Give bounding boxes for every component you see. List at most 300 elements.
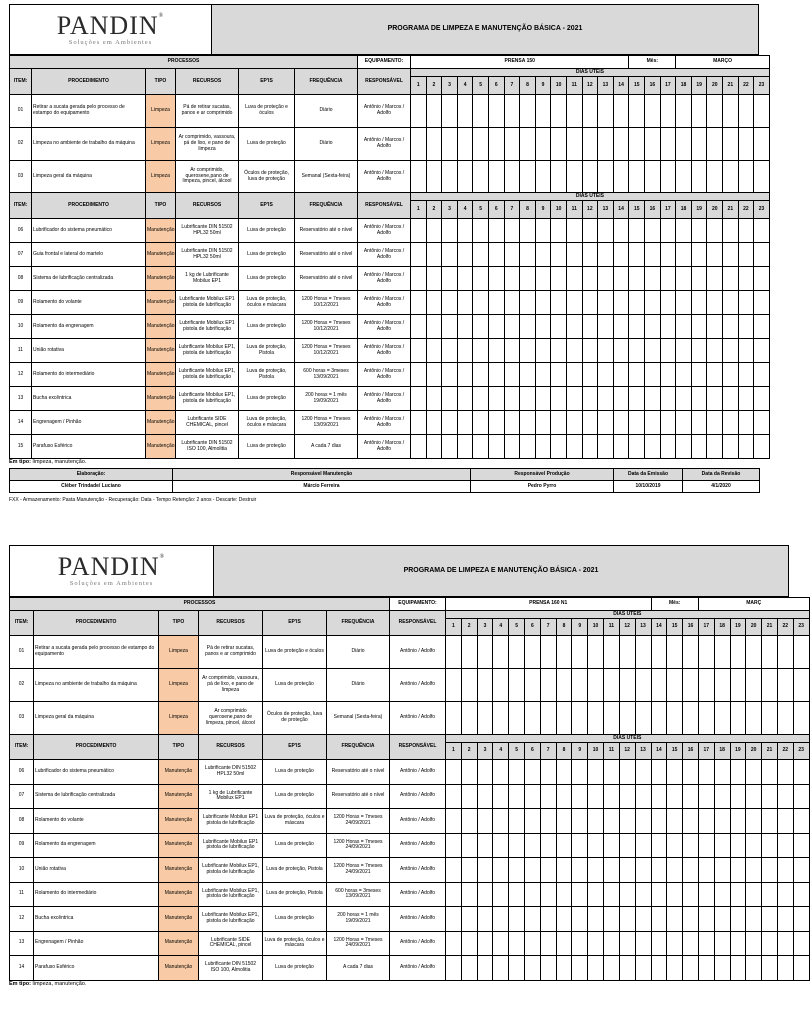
day-check-cell[interactable] (520, 315, 536, 339)
day-check-cell[interactable] (582, 315, 598, 339)
day-check-cell[interactable] (566, 339, 582, 363)
day-check-cell[interactable] (683, 809, 699, 834)
day-check-cell[interactable] (442, 95, 458, 128)
day-check-cell[interactable] (446, 833, 462, 858)
day-check-cell[interactable] (524, 833, 540, 858)
day-check-cell[interactable] (660, 315, 676, 339)
day-check-cell[interactable] (473, 435, 489, 459)
day-check-cell[interactable] (723, 363, 739, 387)
day-check-cell[interactable] (629, 435, 645, 459)
day-check-cell[interactable] (777, 760, 793, 785)
day-check-cell[interactable] (746, 931, 762, 956)
day-check-cell[interactable] (667, 833, 683, 858)
day-check-cell[interactable] (754, 219, 770, 243)
day-check-cell[interactable] (619, 760, 635, 785)
day-check-cell[interactable] (461, 882, 477, 907)
day-check-cell[interactable] (426, 128, 442, 161)
day-check-cell[interactable] (613, 95, 629, 128)
day-check-cell[interactable] (457, 315, 473, 339)
day-check-cell[interactable] (477, 858, 493, 883)
day-check-cell[interactable] (598, 243, 614, 267)
day-check-cell[interactable] (488, 339, 504, 363)
day-check-cell[interactable] (582, 291, 598, 315)
day-check-cell[interactable] (446, 882, 462, 907)
day-check-cell[interactable] (707, 243, 723, 267)
day-check-cell[interactable] (566, 435, 582, 459)
day-check-cell[interactable] (588, 931, 604, 956)
day-check-cell[interactable] (524, 784, 540, 809)
day-check-cell[interactable] (588, 809, 604, 834)
day-check-cell[interactable] (598, 363, 614, 387)
day-check-cell[interactable] (520, 435, 536, 459)
day-check-cell[interactable] (691, 339, 707, 363)
day-check-cell[interactable] (582, 411, 598, 435)
day-check-cell[interactable] (746, 907, 762, 932)
day-check-cell[interactable] (473, 315, 489, 339)
day-check-cell[interactable] (477, 702, 493, 735)
day-check-cell[interactable] (442, 128, 458, 161)
day-check-cell[interactable] (629, 128, 645, 161)
day-check-cell[interactable] (488, 411, 504, 435)
day-check-cell[interactable] (645, 435, 661, 459)
day-check-cell[interactable] (667, 956, 683, 981)
day-check-cell[interactable] (582, 267, 598, 291)
day-check-cell[interactable] (613, 161, 629, 193)
day-check-cell[interactable] (619, 956, 635, 981)
day-check-cell[interactable] (762, 882, 778, 907)
day-check-cell[interactable] (488, 291, 504, 315)
day-check-cell[interactable] (723, 291, 739, 315)
day-check-cell[interactable] (730, 931, 746, 956)
day-check-cell[interactable] (426, 411, 442, 435)
day-check-cell[interactable] (746, 809, 762, 834)
day-check-cell[interactable] (730, 907, 746, 932)
day-check-cell[interactable] (651, 784, 667, 809)
day-check-cell[interactable] (524, 809, 540, 834)
day-check-cell[interactable] (556, 907, 572, 932)
day-check-cell[interactable] (746, 882, 762, 907)
day-check-cell[interactable] (723, 411, 739, 435)
day-check-cell[interactable] (411, 411, 427, 435)
day-check-cell[interactable] (723, 161, 739, 193)
day-check-cell[interactable] (635, 669, 651, 702)
day-check-cell[interactable] (535, 291, 551, 315)
day-check-cell[interactable] (598, 315, 614, 339)
day-check-cell[interactable] (446, 636, 462, 669)
day-check-cell[interactable] (535, 387, 551, 411)
day-check-cell[interactable] (698, 809, 714, 834)
day-check-cell[interactable] (619, 636, 635, 669)
day-check-cell[interactable] (738, 161, 754, 193)
day-check-cell[interactable] (457, 128, 473, 161)
day-check-cell[interactable] (442, 315, 458, 339)
day-check-cell[interactable] (676, 387, 692, 411)
day-check-cell[interactable] (730, 833, 746, 858)
day-check-cell[interactable] (754, 387, 770, 411)
day-check-cell[interactable] (793, 702, 809, 735)
day-check-cell[interactable] (488, 267, 504, 291)
day-check-cell[interactable] (457, 363, 473, 387)
day-check-cell[interactable] (504, 291, 520, 315)
day-check-cell[interactable] (473, 291, 489, 315)
day-check-cell[interactable] (540, 636, 556, 669)
day-check-cell[interactable] (651, 702, 667, 735)
day-check-cell[interactable] (509, 760, 525, 785)
day-check-cell[interactable] (730, 784, 746, 809)
day-check-cell[interactable] (762, 858, 778, 883)
day-check-cell[interactable] (676, 219, 692, 243)
day-check-cell[interactable] (411, 267, 427, 291)
day-check-cell[interactable] (582, 435, 598, 459)
day-check-cell[interactable] (707, 291, 723, 315)
day-check-cell[interactable] (473, 411, 489, 435)
day-check-cell[interactable] (683, 882, 699, 907)
day-check-cell[interactable] (613, 243, 629, 267)
day-check-cell[interactable] (691, 291, 707, 315)
day-check-cell[interactable] (738, 219, 754, 243)
day-check-cell[interactable] (603, 760, 619, 785)
day-check-cell[interactable] (698, 702, 714, 735)
day-check-cell[interactable] (698, 636, 714, 669)
day-check-cell[interactable] (619, 907, 635, 932)
day-check-cell[interactable] (442, 435, 458, 459)
day-check-cell[interactable] (504, 219, 520, 243)
day-check-cell[interactable] (446, 669, 462, 702)
day-check-cell[interactable] (426, 339, 442, 363)
day-check-cell[interactable] (698, 882, 714, 907)
day-check-cell[interactable] (683, 636, 699, 669)
day-check-cell[interactable] (598, 411, 614, 435)
day-check-cell[interactable] (457, 291, 473, 315)
day-check-cell[interactable] (707, 161, 723, 193)
day-check-cell[interactable] (566, 243, 582, 267)
day-check-cell[interactable] (426, 363, 442, 387)
day-check-cell[interactable] (754, 161, 770, 193)
day-check-cell[interactable] (730, 956, 746, 981)
day-check-cell[interactable] (446, 784, 462, 809)
day-check-cell[interactable] (524, 702, 540, 735)
day-check-cell[interactable] (535, 95, 551, 128)
day-check-cell[interactable] (582, 387, 598, 411)
day-check-cell[interactable] (613, 339, 629, 363)
day-check-cell[interactable] (777, 702, 793, 735)
day-check-cell[interactable] (635, 702, 651, 735)
day-check-cell[interactable] (707, 128, 723, 161)
day-check-cell[interactable] (540, 702, 556, 735)
day-check-cell[interactable] (660, 363, 676, 387)
day-check-cell[interactable] (524, 636, 540, 669)
day-check-cell[interactable] (493, 858, 509, 883)
day-check-cell[interactable] (676, 243, 692, 267)
day-check-cell[interactable] (520, 128, 536, 161)
day-check-cell[interactable] (493, 669, 509, 702)
day-check-cell[interactable] (635, 907, 651, 932)
day-check-cell[interactable] (660, 411, 676, 435)
day-check-cell[interactable] (461, 702, 477, 735)
day-check-cell[interactable] (520, 411, 536, 435)
day-check-cell[interactable] (588, 833, 604, 858)
day-check-cell[interactable] (588, 858, 604, 883)
day-check-cell[interactable] (493, 702, 509, 735)
day-check-cell[interactable] (676, 411, 692, 435)
day-check-cell[interactable] (411, 339, 427, 363)
day-check-cell[interactable] (473, 219, 489, 243)
day-check-cell[interactable] (551, 411, 567, 435)
day-check-cell[interactable] (457, 161, 473, 193)
day-check-cell[interactable] (738, 339, 754, 363)
day-check-cell[interactable] (660, 291, 676, 315)
day-check-cell[interactable] (556, 931, 572, 956)
day-check-cell[interactable] (777, 809, 793, 834)
day-check-cell[interactable] (520, 95, 536, 128)
day-check-cell[interactable] (572, 956, 588, 981)
day-check-cell[interactable] (691, 219, 707, 243)
day-check-cell[interactable] (738, 267, 754, 291)
day-check-cell[interactable] (556, 669, 572, 702)
day-check-cell[interactable] (635, 956, 651, 981)
day-check-cell[interactable] (520, 243, 536, 267)
day-check-cell[interactable] (493, 760, 509, 785)
day-check-cell[interactable] (488, 363, 504, 387)
day-check-cell[interactable] (411, 363, 427, 387)
day-check-cell[interactable] (535, 363, 551, 387)
day-check-cell[interactable] (477, 809, 493, 834)
day-check-cell[interactable] (619, 702, 635, 735)
day-check-cell[interactable] (754, 339, 770, 363)
day-check-cell[interactable] (793, 858, 809, 883)
day-check-cell[interactable] (535, 315, 551, 339)
day-check-cell[interactable] (645, 315, 661, 339)
day-check-cell[interactable] (588, 907, 604, 932)
day-check-cell[interactable] (723, 219, 739, 243)
day-check-cell[interactable] (676, 339, 692, 363)
day-check-cell[interactable] (411, 315, 427, 339)
day-check-cell[interactable] (619, 784, 635, 809)
day-check-cell[interactable] (660, 161, 676, 193)
day-check-cell[interactable] (457, 411, 473, 435)
day-check-cell[interactable] (676, 435, 692, 459)
day-check-cell[interactable] (619, 833, 635, 858)
day-check-cell[interactable] (588, 760, 604, 785)
day-check-cell[interactable] (477, 882, 493, 907)
day-check-cell[interactable] (613, 291, 629, 315)
day-check-cell[interactable] (793, 809, 809, 834)
day-check-cell[interactable] (457, 339, 473, 363)
day-check-cell[interactable] (582, 243, 598, 267)
day-check-cell[interactable] (629, 411, 645, 435)
day-check-cell[interactable] (504, 243, 520, 267)
day-check-cell[interactable] (619, 669, 635, 702)
day-check-cell[interactable] (676, 267, 692, 291)
day-check-cell[interactable] (730, 882, 746, 907)
day-check-cell[interactable] (707, 435, 723, 459)
day-check-cell[interactable] (535, 161, 551, 193)
day-check-cell[interactable] (551, 339, 567, 363)
day-check-cell[interactable] (556, 882, 572, 907)
day-check-cell[interactable] (793, 882, 809, 907)
day-check-cell[interactable] (535, 411, 551, 435)
day-check-cell[interactable] (551, 128, 567, 161)
day-check-cell[interactable] (645, 291, 661, 315)
day-check-cell[interactable] (619, 931, 635, 956)
day-check-cell[interactable] (504, 363, 520, 387)
day-check-cell[interactable] (566, 363, 582, 387)
day-check-cell[interactable] (473, 95, 489, 128)
day-check-cell[interactable] (613, 435, 629, 459)
day-check-cell[interactable] (509, 669, 525, 702)
day-check-cell[interactable] (488, 243, 504, 267)
day-check-cell[interactable] (473, 387, 489, 411)
day-check-cell[interactable] (566, 219, 582, 243)
day-check-cell[interactable] (738, 411, 754, 435)
day-check-cell[interactable] (660, 243, 676, 267)
day-check-cell[interactable] (746, 858, 762, 883)
day-check-cell[interactable] (714, 784, 730, 809)
day-check-cell[interactable] (714, 956, 730, 981)
day-check-cell[interactable] (746, 833, 762, 858)
day-check-cell[interactable] (667, 636, 683, 669)
day-check-cell[interactable] (524, 931, 540, 956)
day-check-cell[interactable] (651, 858, 667, 883)
day-check-cell[interactable] (754, 267, 770, 291)
day-check-cell[interactable] (777, 669, 793, 702)
day-check-cell[interactable] (691, 387, 707, 411)
day-check-cell[interactable] (426, 219, 442, 243)
day-check-cell[interactable] (461, 760, 477, 785)
day-check-cell[interactable] (582, 363, 598, 387)
day-check-cell[interactable] (473, 339, 489, 363)
day-check-cell[interactable] (493, 882, 509, 907)
day-check-cell[interactable] (493, 636, 509, 669)
day-check-cell[interactable] (588, 669, 604, 702)
day-check-cell[interactable] (520, 291, 536, 315)
day-check-cell[interactable] (603, 636, 619, 669)
day-check-cell[interactable] (635, 636, 651, 669)
day-check-cell[interactable] (629, 291, 645, 315)
day-check-cell[interactable] (411, 435, 427, 459)
day-check-cell[interactable] (598, 161, 614, 193)
day-check-cell[interactable] (629, 161, 645, 193)
day-check-cell[interactable] (603, 833, 619, 858)
day-check-cell[interactable] (504, 435, 520, 459)
day-check-cell[interactable] (651, 760, 667, 785)
day-check-cell[interactable] (556, 760, 572, 785)
day-check-cell[interactable] (457, 95, 473, 128)
day-check-cell[interactable] (645, 363, 661, 387)
day-check-cell[interactable] (683, 784, 699, 809)
day-check-cell[interactable] (698, 669, 714, 702)
day-check-cell[interactable] (613, 267, 629, 291)
day-check-cell[interactable] (629, 363, 645, 387)
day-check-cell[interactable] (442, 267, 458, 291)
day-check-cell[interactable] (645, 161, 661, 193)
day-check-cell[interactable] (603, 702, 619, 735)
day-check-cell[interactable] (754, 291, 770, 315)
day-check-cell[interactable] (411, 243, 427, 267)
day-check-cell[interactable] (461, 907, 477, 932)
day-check-cell[interactable] (629, 243, 645, 267)
day-check-cell[interactable] (651, 669, 667, 702)
day-check-cell[interactable] (477, 956, 493, 981)
day-check-cell[interactable] (493, 956, 509, 981)
day-check-cell[interactable] (793, 784, 809, 809)
day-check-cell[interactable] (556, 809, 572, 834)
day-check-cell[interactable] (635, 882, 651, 907)
day-check-cell[interactable] (477, 931, 493, 956)
day-check-cell[interactable] (603, 956, 619, 981)
day-check-cell[interactable] (504, 267, 520, 291)
day-check-cell[interactable] (540, 882, 556, 907)
day-check-cell[interactable] (777, 858, 793, 883)
day-check-cell[interactable] (572, 760, 588, 785)
day-check-cell[interactable] (793, 669, 809, 702)
day-check-cell[interactable] (556, 858, 572, 883)
day-check-cell[interactable] (556, 702, 572, 735)
day-check-cell[interactable] (598, 128, 614, 161)
day-check-cell[interactable] (473, 243, 489, 267)
day-check-cell[interactable] (524, 669, 540, 702)
day-check-cell[interactable] (457, 387, 473, 411)
day-check-cell[interactable] (754, 435, 770, 459)
day-check-cell[interactable] (442, 243, 458, 267)
day-check-cell[interactable] (524, 907, 540, 932)
day-check-cell[interactable] (551, 291, 567, 315)
day-check-cell[interactable] (504, 128, 520, 161)
day-check-cell[interactable] (762, 702, 778, 735)
day-check-cell[interactable] (473, 128, 489, 161)
day-check-cell[interactable] (446, 907, 462, 932)
day-check-cell[interactable] (676, 363, 692, 387)
day-check-cell[interactable] (667, 882, 683, 907)
day-check-cell[interactable] (566, 411, 582, 435)
day-check-cell[interactable] (629, 315, 645, 339)
day-check-cell[interactable] (691, 161, 707, 193)
day-check-cell[interactable] (598, 95, 614, 128)
day-check-cell[interactable] (777, 956, 793, 981)
day-check-cell[interactable] (723, 95, 739, 128)
day-check-cell[interactable] (520, 219, 536, 243)
day-check-cell[interactable] (793, 956, 809, 981)
day-check-cell[interactable] (762, 907, 778, 932)
day-check-cell[interactable] (446, 931, 462, 956)
day-check-cell[interactable] (493, 809, 509, 834)
day-check-cell[interactable] (504, 387, 520, 411)
day-check-cell[interactable] (524, 882, 540, 907)
day-check-cell[interactable] (738, 243, 754, 267)
day-check-cell[interactable] (535, 219, 551, 243)
day-check-cell[interactable] (667, 669, 683, 702)
day-check-cell[interactable] (603, 784, 619, 809)
day-check-cell[interactable] (509, 784, 525, 809)
day-check-cell[interactable] (461, 858, 477, 883)
day-check-cell[interactable] (540, 760, 556, 785)
day-check-cell[interactable] (551, 161, 567, 193)
day-check-cell[interactable] (582, 128, 598, 161)
day-check-cell[interactable] (730, 702, 746, 735)
day-check-cell[interactable] (645, 128, 661, 161)
day-check-cell[interactable] (676, 95, 692, 128)
day-check-cell[interactable] (613, 219, 629, 243)
day-check-cell[interactable] (714, 882, 730, 907)
day-check-cell[interactable] (645, 219, 661, 243)
day-check-cell[interactable] (691, 95, 707, 128)
day-check-cell[interactable] (520, 387, 536, 411)
day-check-cell[interactable] (613, 315, 629, 339)
day-check-cell[interactable] (635, 833, 651, 858)
day-check-cell[interactable] (426, 387, 442, 411)
day-check-cell[interactable] (540, 833, 556, 858)
day-check-cell[interactable] (588, 784, 604, 809)
